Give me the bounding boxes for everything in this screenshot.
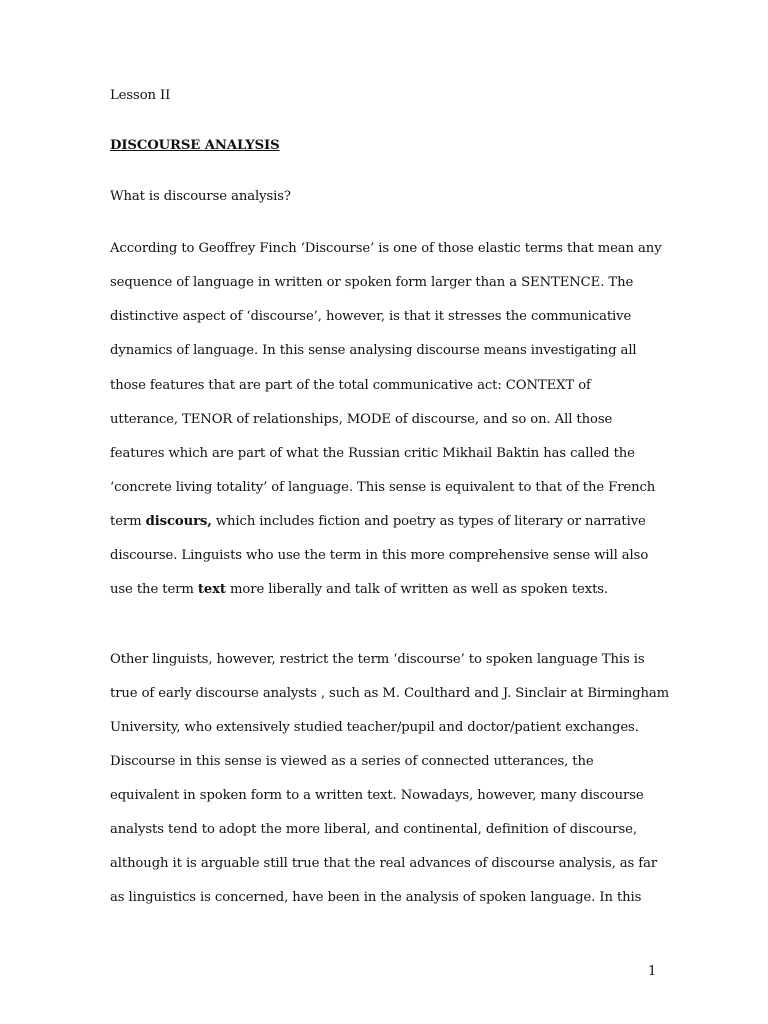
lesson-label: Lesson II <box>110 88 171 103</box>
paragraph-line: distinctive aspect of ‘discourse’, however, is that it stresses the communicative <box>110 309 632 324</box>
paragraph-line: discourse. Linguists who use the term in this more comprehensive sense will also <box>110 548 649 563</box>
paragraph-line: those features that are part of the total communicative act: CONTEXT of <box>110 378 591 393</box>
page-number: 1 <box>648 964 657 979</box>
paragraph-line: Discourse in this sense is viewed as a series of connected utterances, the <box>110 754 594 769</box>
question-line: What is discourse analysis? <box>110 189 291 204</box>
paragraph-line: sequence of language in written or spoken form larger than a SENTENCE. The <box>110 275 634 290</box>
paragraph-line: According to Geoffrey Finch ‘Discourse’ is one of those elastic terms that mean any <box>110 241 662 256</box>
line-text: more liberally and talk of written as well as spoken texts. <box>225 582 609 597</box>
document-title: DISCOURSE ANALYSIS <box>110 138 280 153</box>
bold-term-text: text <box>197 582 226 597</box>
paragraph-line: features which are part of what the Russian critic Mikhail Baktin has called the <box>110 446 635 461</box>
line-text: which includes fiction and poetry as types of literary or narrative <box>211 514 646 529</box>
paragraph-line: Other linguists, however, restrict the term ‘discourse’ to spoken language This is <box>110 652 645 667</box>
paragraph-line <box>110 514 646 530</box>
paragraph-line: dynamics of language. In this sense analysing discourse means investigating all <box>110 343 637 358</box>
paragraph-line <box>110 582 608 598</box>
bold-term-discours: discours, <box>145 514 212 529</box>
paragraph-line: University, who extensively studied teacher/pupil and doctor/patient exchanges. <box>110 720 639 735</box>
paragraph-line: as linguistics is concerned, have been in the analysis of spoken language. In this <box>110 890 642 905</box>
line-text: term <box>110 514 146 529</box>
paragraph-line: true of early discourse analysts , such as M. Coulthard and J. Sinclair at Birmingham <box>110 686 670 701</box>
paragraph-line: equivalent in spoken form to a written text. Nowadays, however, many discourse <box>110 788 644 803</box>
paragraph-line: utterance, TENOR of relationships, MODE of discourse, and so on. All those <box>110 412 613 427</box>
line-text: use the term <box>110 582 198 597</box>
paragraph-line: analysts tend to adopt the more liberal, and continental, definition of discourse, <box>110 822 637 837</box>
paragraph-line: ‘concrete living totality’ of language. This sense is equivalent to that of the French <box>110 480 656 495</box>
paragraph-line: although it is arguable still true that the real advances of discourse analysis, as far <box>110 856 658 871</box>
